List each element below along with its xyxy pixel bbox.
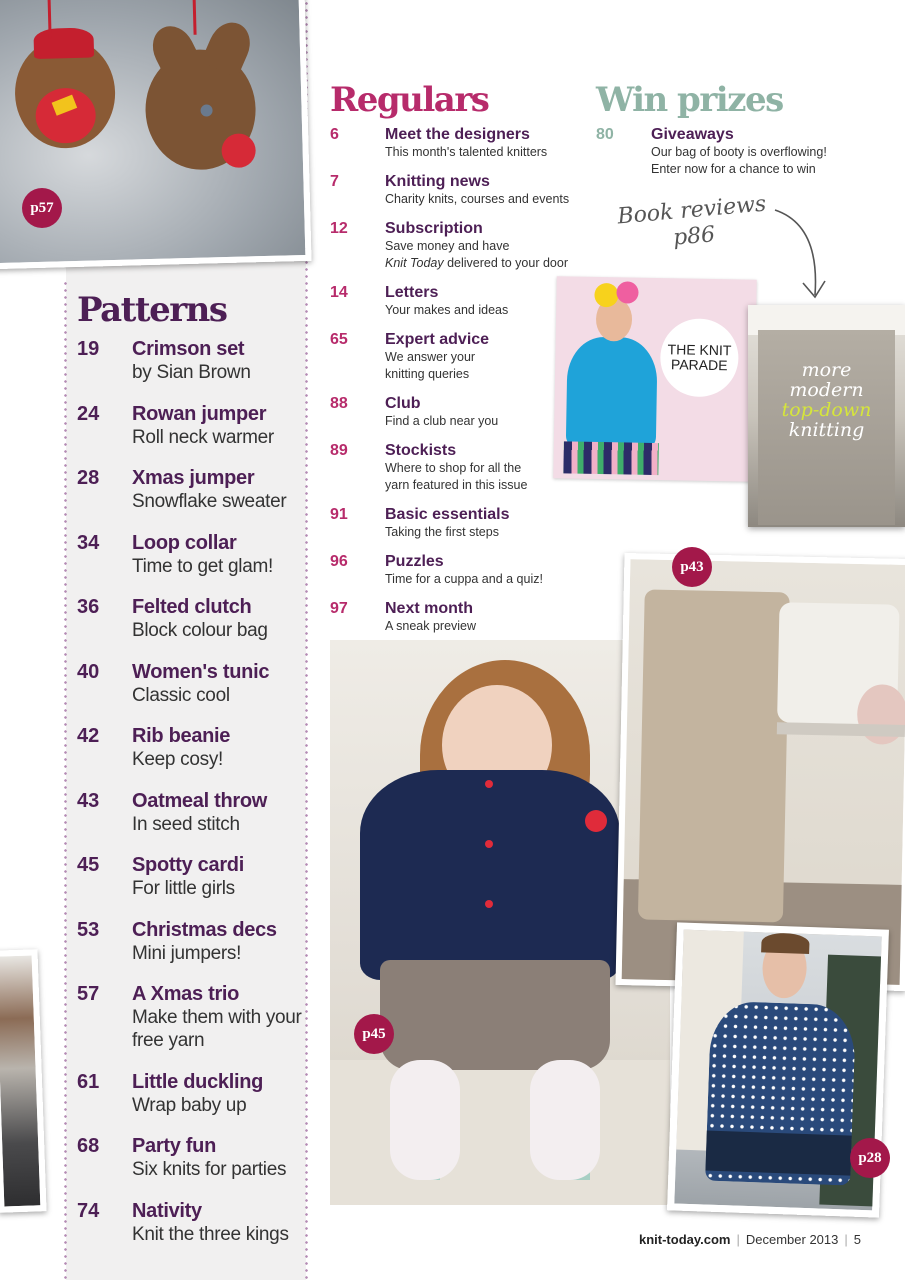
pattern-subtitle: Wrap baby up bbox=[132, 1094, 247, 1116]
regular-subtitle: Time for a cuppa and a quiz! bbox=[385, 572, 543, 586]
pattern-subtitle: For little girls bbox=[132, 878, 235, 899]
pattern-page: 24 bbox=[77, 402, 100, 425]
pattern-subtitle: Classic cool bbox=[132, 684, 230, 706]
regular-item[interactable] bbox=[330, 395, 590, 430]
pattern-title: Crimson set bbox=[132, 338, 245, 360]
regular-title: Expert advice bbox=[385, 331, 490, 348]
pattern-title: Oatmeal throw bbox=[132, 789, 268, 812]
pattern-subtitle: Time to get glam! bbox=[132, 555, 273, 577]
pattern-item[interactable] bbox=[77, 661, 302, 707]
regular-title: Club bbox=[385, 395, 421, 412]
pattern-subtitle: Snowflake sweater bbox=[132, 491, 287, 512]
pattern-item[interactable] bbox=[77, 790, 302, 836]
regular-page: 88 bbox=[330, 395, 348, 412]
prize-page: 80 bbox=[596, 126, 614, 143]
footer-issue-date: December 2013 bbox=[745, 1232, 839, 1247]
pattern-page: 40 bbox=[77, 660, 100, 683]
pattern-item[interactable] bbox=[77, 1200, 302, 1246]
regular-subtitle: Your makes and ideas bbox=[385, 303, 509, 317]
pattern-item[interactable] bbox=[77, 725, 302, 771]
regular-page: 7 bbox=[330, 173, 339, 190]
pattern-subtitle: Keep cosy! bbox=[132, 749, 223, 770]
patterns-heading: Patterns bbox=[77, 290, 227, 330]
page-badge-p43: p43 bbox=[672, 547, 712, 587]
pattern-item[interactable] bbox=[77, 596, 302, 642]
regular-item[interactable] bbox=[330, 331, 590, 383]
pattern-item[interactable] bbox=[77, 467, 302, 513]
regular-item[interactable] bbox=[330, 284, 590, 319]
pattern-subtitle: Roll neck warmer bbox=[132, 426, 274, 448]
book-reviews-note: Book reviews p86 bbox=[616, 191, 768, 251]
regular-title: Meet the designers bbox=[385, 126, 530, 143]
pattern-title: A Xmas trio bbox=[132, 983, 240, 1005]
book-cover-top-down-knitting bbox=[748, 305, 905, 527]
regular-item[interactable] bbox=[330, 506, 590, 541]
page-badge-p57: p57 bbox=[22, 188, 62, 228]
pattern-title: Xmas jumper bbox=[132, 467, 255, 489]
prize-item[interactable] bbox=[596, 126, 856, 178]
regular-subtitle: Find a club near you bbox=[385, 414, 499, 428]
regulars-heading: Regulars bbox=[330, 80, 489, 120]
pattern-subtitle: Make them with your free yarn bbox=[132, 1007, 302, 1051]
regular-item[interactable] bbox=[330, 600, 590, 635]
pattern-title: Little duckling bbox=[132, 1070, 264, 1093]
pattern-subtitle: Block colour bag bbox=[132, 620, 268, 641]
dotted-divider-left bbox=[64, 280, 67, 1280]
pattern-title: Party fun bbox=[132, 1135, 216, 1157]
pattern-title: Women's tunic bbox=[132, 660, 270, 683]
footer-website[interactable]: knit-today.com bbox=[638, 1232, 731, 1247]
regular-page: 97 bbox=[330, 600, 348, 617]
win-prizes-heading: Win prizes bbox=[596, 80, 783, 120]
pattern-item[interactable] bbox=[77, 1135, 302, 1181]
pattern-title: Nativity bbox=[132, 1199, 202, 1222]
photo-man-xmas-jumper bbox=[667, 922, 889, 1217]
page-badge-p28: p28 bbox=[850, 1138, 890, 1178]
pattern-subtitle: by Sian Brown bbox=[132, 362, 251, 383]
photo-woman-cowl bbox=[0, 949, 47, 1213]
pattern-item[interactable] bbox=[77, 1071, 302, 1117]
pattern-item[interactable] bbox=[77, 532, 302, 578]
pattern-title: Christmas decs bbox=[132, 918, 277, 941]
regular-page: 12 bbox=[330, 220, 348, 237]
pattern-item[interactable] bbox=[77, 338, 302, 384]
regular-title: Puzzles bbox=[385, 553, 444, 570]
book-title-line: modern bbox=[789, 379, 864, 401]
pattern-page: 28 bbox=[77, 467, 100, 489]
regular-page: 89 bbox=[330, 442, 348, 459]
pattern-subtitle: Mini jumpers! bbox=[132, 942, 242, 964]
pattern-page: 74 bbox=[77, 1199, 100, 1222]
book-cover-knit-parade bbox=[553, 276, 756, 481]
regular-page: 91 bbox=[330, 506, 348, 523]
pattern-item[interactable] bbox=[77, 403, 302, 449]
pattern-title: Felted clutch bbox=[132, 596, 252, 618]
regular-item[interactable] bbox=[330, 173, 590, 208]
pattern-page: 42 bbox=[77, 725, 100, 747]
regular-title: Stockists bbox=[385, 442, 457, 459]
page-badge-p45: p45 bbox=[354, 1014, 394, 1054]
regular-title: Basic essentials bbox=[385, 506, 510, 523]
regular-title: Next month bbox=[385, 600, 473, 617]
pattern-page: 68 bbox=[77, 1135, 100, 1157]
regulars-list bbox=[330, 126, 590, 647]
regular-item[interactable] bbox=[330, 126, 590, 161]
regular-title: Letters bbox=[385, 284, 439, 301]
pattern-title: Rib beanie bbox=[132, 725, 231, 747]
pattern-page: 36 bbox=[77, 596, 100, 618]
arrow-icon bbox=[770, 205, 840, 305]
patterns-list bbox=[77, 338, 302, 1264]
pattern-title: Spotty cardi bbox=[132, 854, 244, 876]
footer-separator: | bbox=[844, 1232, 848, 1247]
pattern-page: 45 bbox=[77, 854, 100, 876]
magazine-name: Knit Today bbox=[385, 256, 444, 270]
regular-page: 6 bbox=[330, 126, 339, 143]
pattern-page: 19 bbox=[77, 338, 100, 360]
regular-subtitle: This month's talented knitters bbox=[385, 145, 548, 159]
pattern-page: 34 bbox=[77, 531, 100, 554]
book-title-line: knitting bbox=[788, 419, 865, 441]
book-title-line: PARADE bbox=[670, 356, 728, 374]
regular-subtitle: Where to shop for all the yarn featured in this issue bbox=[385, 461, 528, 492]
pattern-page: 61 bbox=[77, 1070, 100, 1093]
pattern-subtitle: Six knits for parties bbox=[132, 1159, 287, 1180]
page-footer bbox=[639, 1232, 861, 1247]
photo-robin-ornaments bbox=[0, 0, 312, 269]
regular-page: 14 bbox=[330, 284, 348, 301]
prize-subtitle: Our bag of booty is overflowing! Enter now for a chance to win bbox=[651, 145, 827, 176]
regular-item[interactable] bbox=[330, 442, 590, 494]
regular-title: Knitting news bbox=[385, 173, 490, 190]
regular-item[interactable] bbox=[330, 220, 590, 272]
pattern-subtitle: In seed stitch bbox=[132, 813, 240, 835]
regular-subtitle: Save money and have Knit Today delivered to your door bbox=[385, 239, 568, 270]
pattern-item[interactable] bbox=[77, 854, 302, 900]
regular-page: 65 bbox=[330, 331, 348, 348]
pattern-page: 43 bbox=[77, 789, 100, 812]
regular-page: 96 bbox=[330, 553, 348, 570]
regular-subtitle: Taking the first steps bbox=[385, 525, 499, 539]
pattern-page: 57 bbox=[77, 983, 100, 1005]
pattern-subtitle: Knit the three kings bbox=[132, 1223, 289, 1245]
book-title-line: more bbox=[801, 359, 852, 381]
footer-page-number: 5 bbox=[853, 1232, 861, 1247]
pattern-item[interactable] bbox=[77, 983, 302, 1052]
pattern-page: 53 bbox=[77, 918, 100, 941]
regular-subtitle: A sneak preview bbox=[385, 619, 477, 633]
regular-item[interactable] bbox=[330, 553, 590, 588]
prize-title: Giveaways bbox=[651, 126, 734, 143]
regular-subtitle: We answer your knitting queries bbox=[385, 350, 476, 381]
pattern-item[interactable] bbox=[77, 919, 302, 965]
pattern-title: Rowan jumper bbox=[132, 402, 267, 425]
regular-subtitle: Charity knits, courses and events bbox=[385, 192, 570, 206]
book-title-line: THE KNIT bbox=[667, 341, 732, 359]
book-title-line: top-down bbox=[781, 399, 872, 421]
pattern-title: Loop collar bbox=[132, 531, 237, 554]
footer-separator: | bbox=[736, 1232, 740, 1247]
regular-title: Subscription bbox=[385, 220, 483, 237]
